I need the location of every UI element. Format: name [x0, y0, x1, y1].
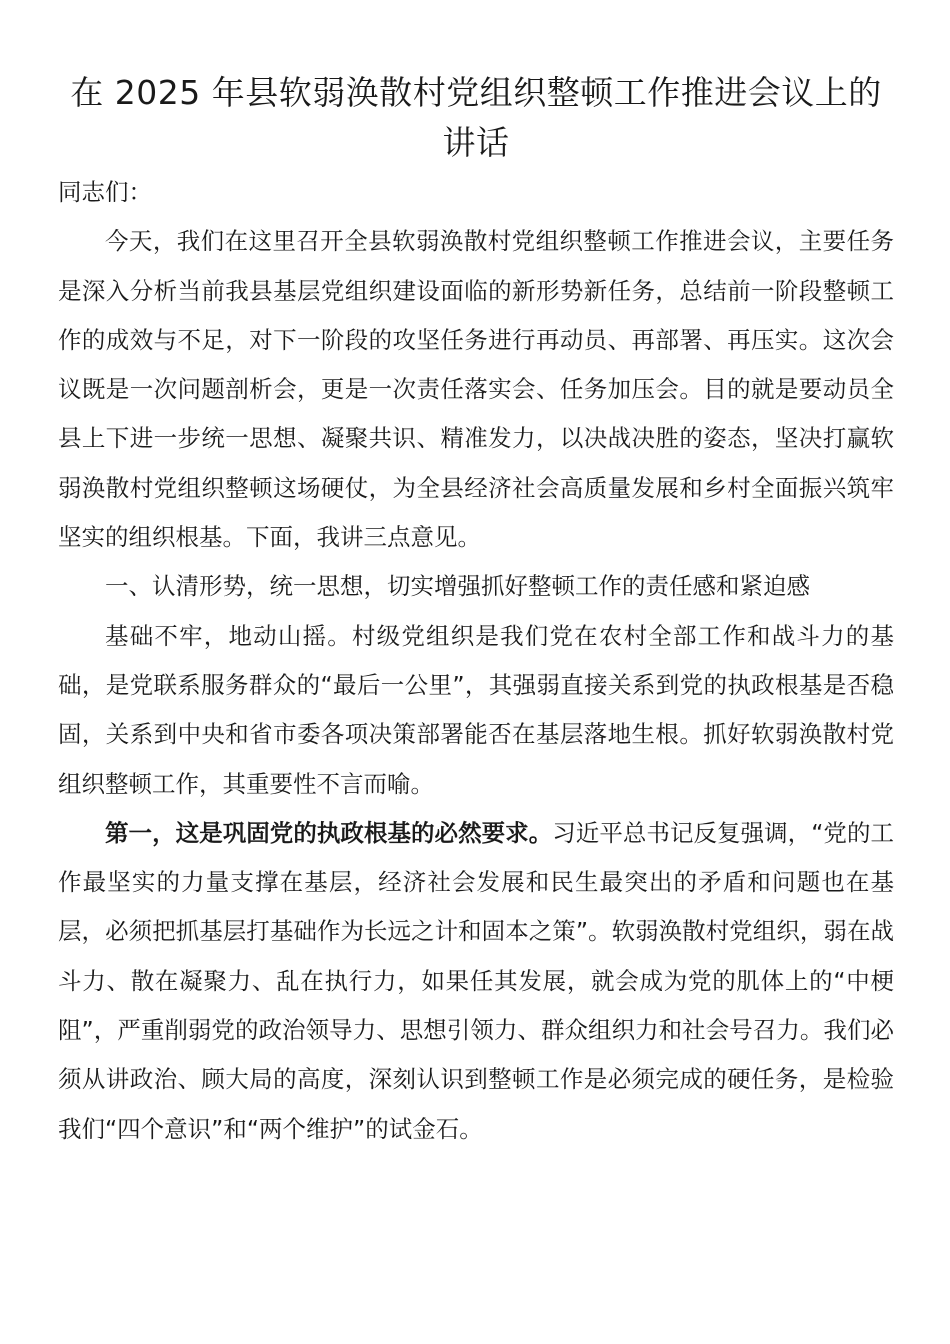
section-one-paragraph: 基础不牢，地动山摇。村级党组织是我们党在农村全部工作和战斗力的基础，是党联系服务群众的“最后一公里”，其强弱直接关系到党的执政根基是否稳固，关系到中央和省市委各项决策部署能否在基层落地生根。抓好软弱涣散村党组织整顿工作，其重要性不言而喻。 [58, 621, 894, 798]
point-one-lead: 第一，这是巩固党的执政根基的必然要求。 [105, 818, 553, 847]
point-one-body: 习近平总书记反复强调，“党的工作最坚实的力量支撑在基层，经济社会发展和民生最突出的矛盾和问题也在基层，必须把抓基层打基础作为长远之计和固本之策”。软弱涣散村党组织，弱在战斗力、散在凝聚力、乱在执行力，如果任其发展，就会成为党的肌体上的“中梗阻”，严重削弱党的政治领导力、思想引领力、群众组织力和社会号召力。我们必须从讲政治、顾大局的高度，深刻认识到整顿工作是必须完成的硬任务，是检验我们“四个意识”和“两个维护”的试金石。 [58, 818, 894, 1143]
point-one-paragraph [58, 809, 894, 1154]
document-page [58, 68, 894, 1154]
document-title: 在 2025 年县软弱涣散村党组织整顿工作推进会议上的讲话 [70, 73, 882, 162]
salutation: 同志们： [58, 178, 152, 206]
intro-paragraph: 今天，我们在这里召开全县软弱涣散村党组织整顿工作推进会议，主要任务是深入分析当前我县基层党组织建设面临的新形势新任务，总结前一阶段整顿工作的成效与不足，对下一阶段的攻坚任务进行再动员、再部署、再压实。这次会议既是一次问题剖析会，更是一次责任落实会、任务加压会。目的就是要动员全县上下进一步统一思想、凝聚共识、精准发力，以决战决胜的姿态，坚决打赢软弱涣散村党组织整顿这场硬仗，为全县经济社会高质量发展和乡村全面振兴筑牢坚实的组织根基。下面，我讲三点意见。 [58, 227, 894, 552]
section-one-heading: 一、认清形势，统一思想，切实增强抓好整顿工作的责任感和紧迫感 [105, 572, 810, 601]
